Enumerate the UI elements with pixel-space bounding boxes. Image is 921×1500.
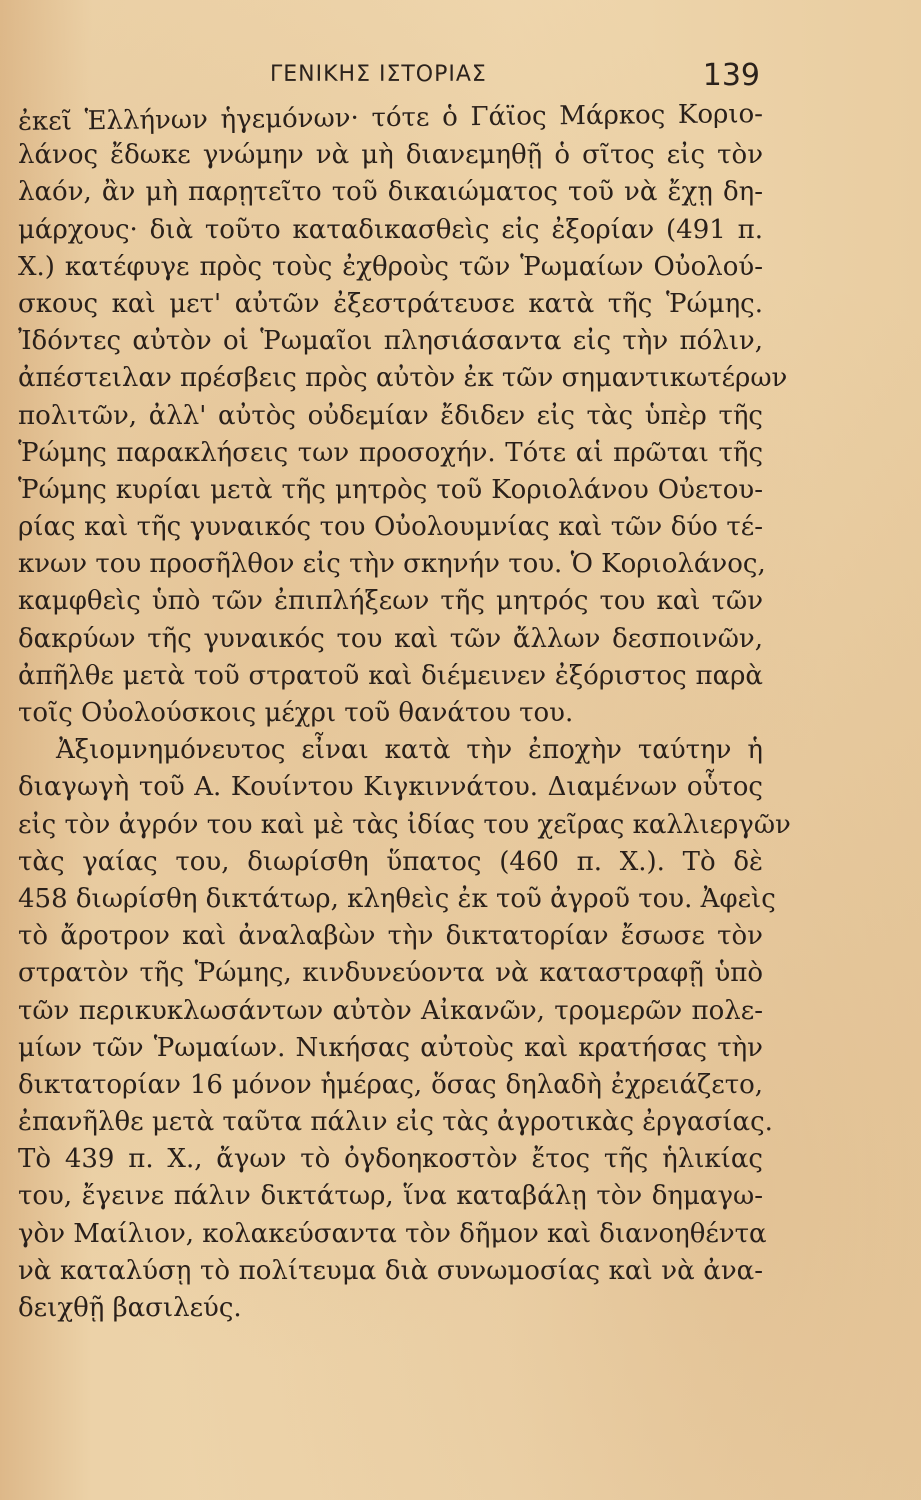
text-line: διαγωγὴ τοῦ Α. Κουίντου Κιγκιννάτου. Διαμένων οὗτος [18, 772, 763, 803]
text-line: εἰς τὸν ἀγρόν του καὶ μὲ τὰς ἰδίας του χεῖρας καλλιεργῶν [18, 809, 791, 840]
text-body [17, 99, 791, 1327]
text-line: γὸν Μαίλιον, κολακεύσαντα τὸν δῆμον καὶ διανοηθέντα [18, 1218, 767, 1249]
text-line: στρατὸν τῆς Ῥώμης, κινδυνεύοντα νὰ καταστραφῇ ὑπὸ [18, 958, 763, 989]
page-header [270, 58, 760, 98]
text-line: κνων του προσῆλθον εἰς τὴν σκηνήν του. Ὁ Κοριολάνος, [18, 549, 766, 580]
text-line: Ἰδόντες αὐτὸν οἱ Ῥωμαῖοι πλησιάσαντα εἰς τὴν πόλιν, [18, 326, 763, 357]
text-line: 458 διωρίσθη δικτάτωρ, κληθεὶς ἐκ τοῦ ἀγροῦ του. Ἀφεὶς [18, 883, 776, 914]
running-head: ΓΕΝΙΚΗΣ ΙΣΤΟΡΙΑΣ [270, 62, 487, 87]
text-line: ἀπέστειλαν πρέσβεις πρὸς αὐτὸν ἐκ τῶν σημαντικωτέρων [18, 363, 788, 394]
text-line: δικτατορίαν 16 μόνον ἡμέρας, ὅσας δηλαδὴ ἐχρειάζετο, [18, 1069, 763, 1100]
text-line: ἐπανῆλθε μετὰ ταῦτα πάλιν εἰς τὰς ἀγροτικὰς ἐργασίας. [18, 1107, 773, 1138]
page-number: 139 [702, 58, 760, 93]
text-line: πολιτῶν, ἀλλ' αὐτὸς οὐδεμίαν ἔδιδεν εἰς τὰς ὑπὲρ τῆς [18, 400, 763, 431]
text-line: ρίας καὶ τῆς γυναικός του Οὐολουμνίας καὶ τῶν δύο τέ- [18, 512, 763, 543]
text-line: Χ.) κατέφυγε πρὸς τοὺς ἐχθροὺς τῶν Ῥωμαίων Οὐολού- [18, 251, 763, 282]
text-line: Τὸ 439 π. Χ., ἄγων τὸ ὀγδοηκοστὸν ἔτος τῆς ἡλικίας [18, 1144, 763, 1175]
text-line: σκους καὶ μετ' αὐτῶν ἐξεστράτευσε κατὰ τῆς Ῥώμης. [18, 288, 763, 319]
text-line: του, ἔγεινε πάλιν δικτάτωρ, ἵνα καταβάλῃ τὸν δημαγω- [18, 1181, 763, 1212]
text-line: καμφθεὶς ὑπὸ τῶν ἐπιπλήξεων τῆς μητρός του καὶ τῶν [18, 586, 763, 617]
text-line: μίων τῶν Ῥωμαίων. Νικήσας αὐτοὺς καὶ κρατήσας τὴν [18, 1032, 763, 1063]
text-line: τὸ ἄροτρον καὶ ἀναλαβὼν τὴν δικτατορίαν ἔσωσε τὸν [18, 921, 763, 952]
text-line: Ῥώμης παρακλήσεις των προσοχήν. Τότε αἱ πρῶται τῆς [18, 437, 763, 468]
text-line: τὰς γαίας του, διωρίσθη ὕπατος (460 π. Χ.). Τὸ δὲ [18, 846, 763, 877]
text-line: λάνος ἔδωκε γνώμην νὰ μὴ διανεμηθῇ ὁ σῖτος εἰς τὸν [18, 140, 763, 171]
text-line: δειχθῇ βασιλεύς. [18, 1293, 242, 1323]
text-line: δακρύων τῆς γυναικός του καὶ τῶν ἄλλων δεσποινῶν, [18, 623, 763, 654]
text-line: ἐκεῖ Ἑλλήνων ἡγεμόνων· τότε ὁ Γάϊος Μάρκος Κοριο- [17, 99, 764, 137]
text-line: τῶν περικυκλωσάντων αὐτὸν Αἰκανῶν, τρομερῶν πολε- [18, 995, 763, 1026]
text-line: μάρχους· διὰ τοῦτο καταδικασθεὶς εἰς ἐξορίαν (491 π. [18, 214, 763, 245]
text-line: Ἀξιομνημόνευτος εἶναι κατὰ τὴν ἐποχὴν ταύτην ἡ [56, 735, 763, 766]
text-line: ἀπῆλθε μετὰ τοῦ στρατοῦ καὶ διέμεινεν ἐξόριστος παρὰ [18, 660, 763, 691]
text-line: τοῖς Οὐολούσκοις μέχρι τοῦ θανάτου του. [18, 698, 574, 728]
text-line: Ῥώμης κυρίαι μετὰ τῆς μητρὸς τοῦ Κοριολάνου Οὐετου- [18, 474, 763, 505]
text-line: νὰ καταλύσῃ τὸ πολίτευμα διὰ συνωμοσίας καὶ νὰ ἀνα- [18, 1255, 763, 1286]
text-line: λαόν, ἂν μὴ παρῃτεῖτο τοῦ δικαιώματος τοῦ νὰ ἔχῃ δη- [18, 177, 763, 208]
